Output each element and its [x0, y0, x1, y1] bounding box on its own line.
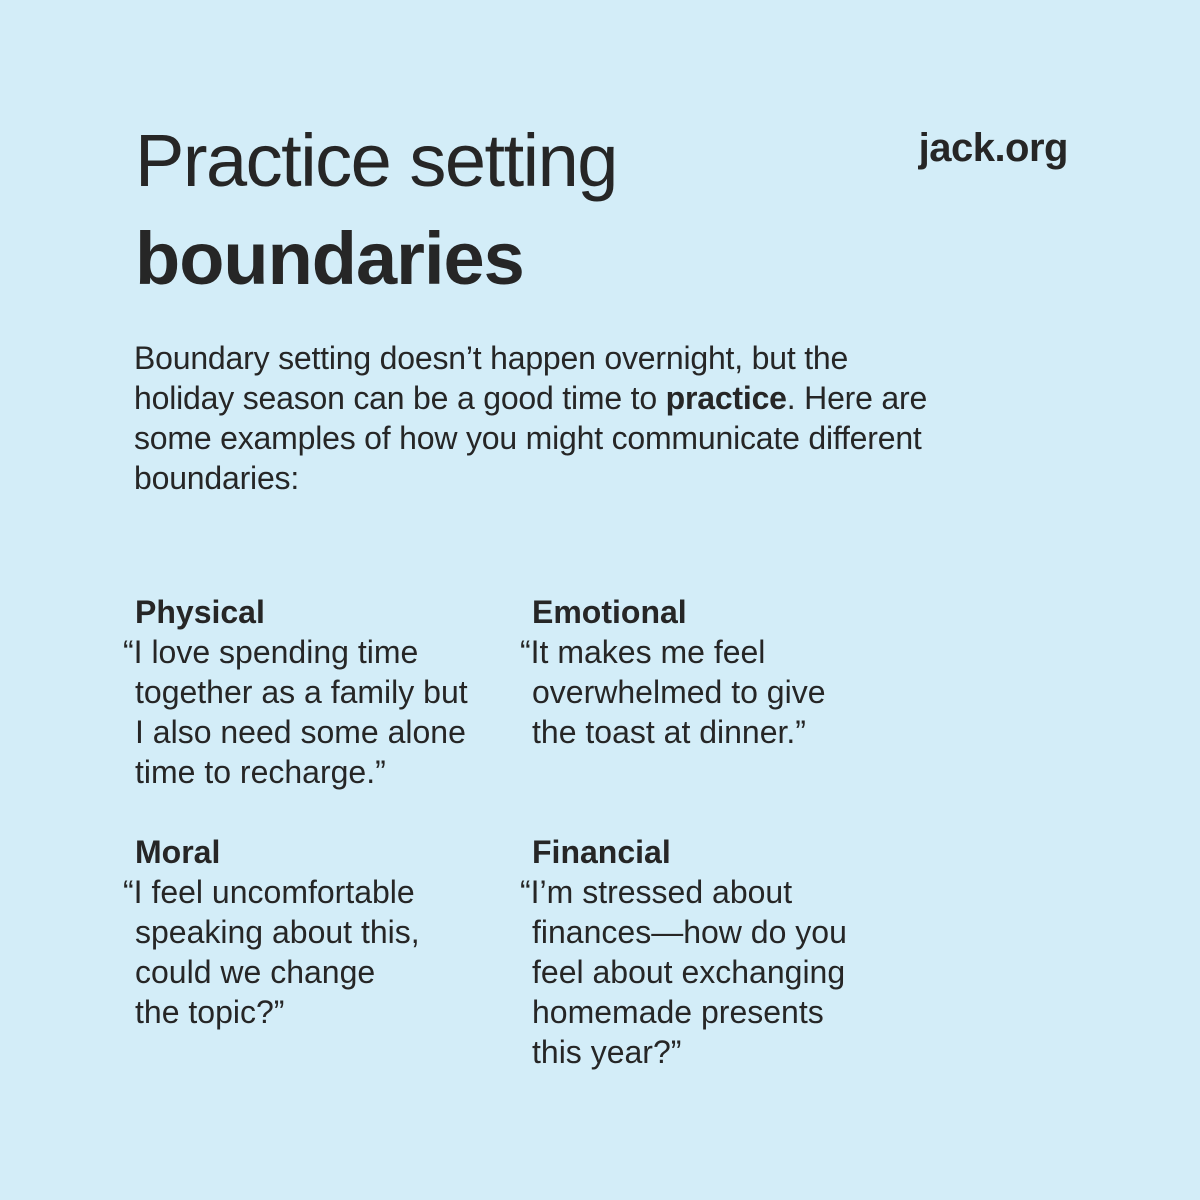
- boundary-heading: Moral: [135, 834, 221, 870]
- brand-logo: jack.org: [918, 126, 1068, 170]
- intro-paragraph: [134, 338, 934, 498]
- boundary-quote: “I feel uncomfortable speaking about this, could we change the topic?”: [123, 874, 420, 1030]
- boundary-physical: [123, 592, 503, 792]
- boundary-quote: “It makes me feel overwhelmed to give the toast at dinner.”: [520, 634, 826, 750]
- title-line-1: Practice setting: [135, 119, 617, 202]
- boundary-financial: [520, 832, 900, 1072]
- intro-text-start: Boundary setting doesn’t happen overnight, but the holiday season can be a good time to: [134, 340, 849, 416]
- boundary-heading: Physical: [135, 594, 265, 630]
- boundary-emotional: [520, 592, 900, 752]
- title-line-2: boundaries: [135, 217, 524, 300]
- boundary-heading: Emotional: [532, 594, 687, 630]
- boundary-quote: “I love spending time together as a family but I also need some alone time to recharge.”: [123, 634, 468, 790]
- page-title: [135, 119, 617, 300]
- boundary-heading: Financial: [532, 834, 671, 870]
- boundary-moral: [123, 832, 503, 1032]
- intro-emphasis: practice: [665, 380, 787, 416]
- boundary-quote: “I’m stressed about finances—how do you feel about exchanging homemade presents this year?”: [520, 874, 847, 1070]
- intro-text-end: . Here are some examples of how you might communicate different boundaries:: [134, 380, 928, 496]
